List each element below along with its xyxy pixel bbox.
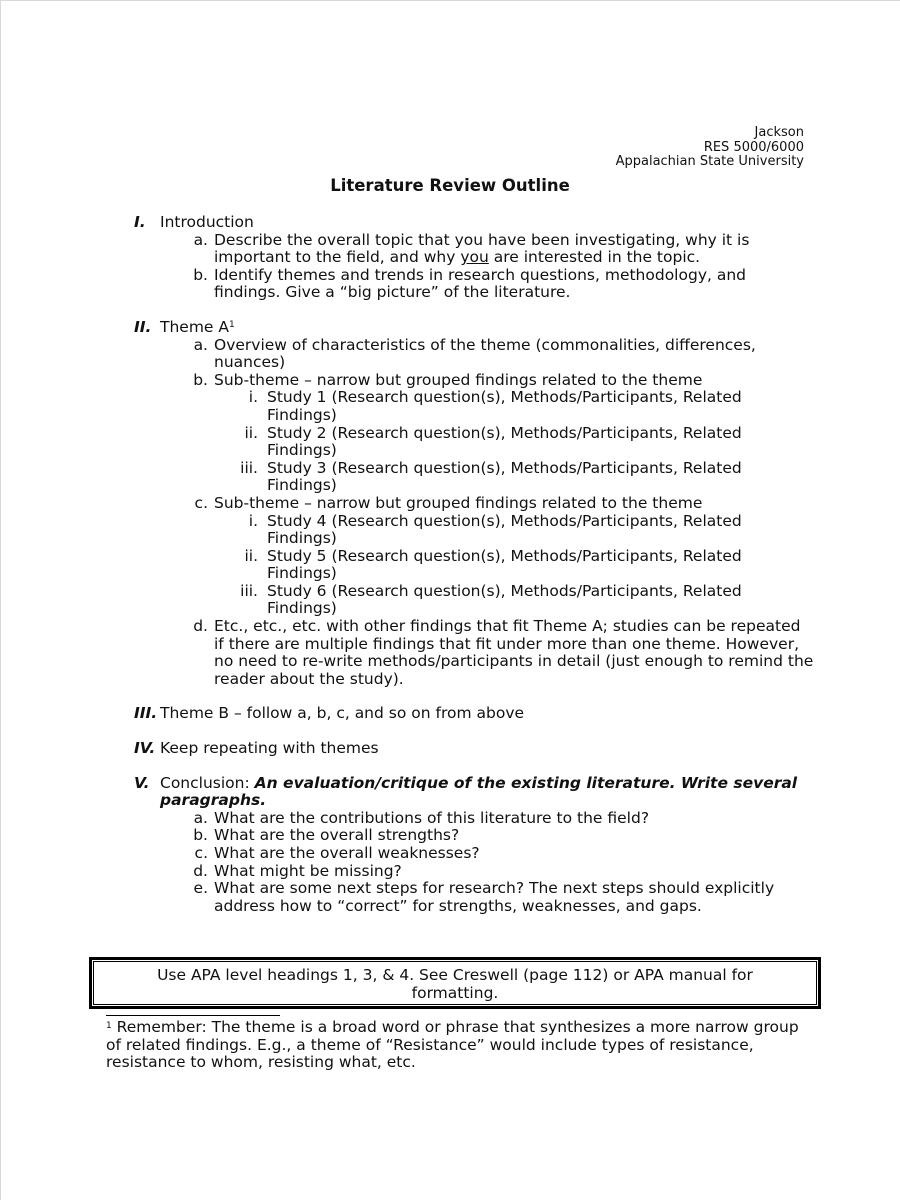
list-marker: d. <box>193 861 208 880</box>
section-number: V. <box>134 773 150 792</box>
outline <box>134 214 814 915</box>
list-item <box>134 810 814 828</box>
list-marker: b. <box>193 370 208 389</box>
footnote-text: Remember: The theme is a broad word or phrase that synthesizes a more narrow group of related findings. E.g., a theme of “Resistance” would include types of resistance, resistance to whom, resisting what, etc. <box>106 1018 799 1072</box>
study-text: Study 5 (Research question(s), Methods/Participants, Related Findings) <box>267 546 742 583</box>
list-marker: b. <box>193 826 208 845</box>
apa-note-text: Use APA level headings 1, 3, & 4. See Creswell (page 112) or APA manual for formatting. <box>93 961 817 1005</box>
page-edge-top <box>0 0 900 1</box>
study-item <box>134 389 814 424</box>
list-item-text: Identify themes and trends in research questions, methodology, and findings. Give a “big picture” of the literature. <box>214 265 747 302</box>
list-marker: ii. <box>244 546 258 565</box>
list-item-text: Sub-theme – narrow but grouped findings related to the theme <box>214 493 703 512</box>
list-item-text: Describe the overall topic that you have been investigating, why it is important to the field, and why <box>214 230 750 267</box>
study-item <box>134 513 814 548</box>
study-item <box>134 548 814 583</box>
list-marker: iii. <box>240 458 258 477</box>
study-text: Study 3 (Research question(s), Methods/Participants, Related Findings) <box>267 458 742 495</box>
introduction-list <box>134 232 814 302</box>
section-heading-introduction <box>134 214 814 232</box>
study-item <box>134 583 814 618</box>
study-text: Study 4 (Research question(s), Methods/Participants, Related Findings) <box>267 511 742 548</box>
study-item <box>134 460 814 495</box>
list-marker: i. <box>248 511 258 530</box>
list-item-text: What are some next steps for research? The next steps should explicitly address how to “correct” for strengths, weaknesses, and gaps. <box>214 879 775 915</box>
list-item <box>134 618 814 688</box>
list-marker: d. <box>193 617 208 636</box>
section-title: Theme B – follow a, b, c, and so on from above <box>160 704 525 723</box>
list-marker: ii. <box>244 423 258 442</box>
list-item-text: What are the contributions of this literature to the field? <box>214 808 650 827</box>
section-heading-theme-b <box>134 705 814 723</box>
list-marker: b. <box>193 265 208 284</box>
header-block <box>616 126 804 170</box>
conclusion-list <box>134 810 814 916</box>
apa-note-box <box>89 957 821 1009</box>
list-item <box>134 372 814 495</box>
section-title: Conclusion: <box>160 773 255 792</box>
document-title: Literature Review Outline <box>330 176 570 195</box>
list-marker: a. <box>193 808 208 827</box>
study-item <box>134 425 814 460</box>
footnote <box>106 1019 806 1072</box>
section-heading-conclusion <box>134 775 814 810</box>
section-number: II. <box>134 317 152 336</box>
course-code: RES 5000/6000 <box>703 139 804 155</box>
theme-a-list <box>134 337 814 689</box>
conclusion-emphasis: An evaluation/critique of the existing literature. Write several paragraphs. <box>160 773 798 810</box>
list-item <box>134 232 814 267</box>
author-name: Jackson <box>754 125 804 140</box>
list-item <box>134 880 814 915</box>
list-marker: iii. <box>240 581 258 600</box>
section-heading-theme-a <box>134 319 814 337</box>
footnote-reference: 1 <box>229 319 235 330</box>
section-title: Keep repeating with themes <box>160 739 379 758</box>
list-item-text: Sub-theme – narrow but grouped findings related to the theme <box>214 370 703 389</box>
list-item-text: Etc., etc., etc. with other findings that fit Theme A; studies can be repeated if there are multiple findings that fit under more than one theme. However, no need to re-write methods/participants in detail (just enough to remind the reader about the study). <box>214 617 814 688</box>
section-heading-repeat <box>134 740 814 758</box>
list-marker: i. <box>248 388 258 407</box>
study-text: Study 2 (Research question(s), Methods/Participants, Related Findings) <box>267 423 742 460</box>
footnote-separator <box>106 1015 280 1016</box>
list-marker: c. <box>194 493 208 512</box>
section-number: III. <box>134 704 158 723</box>
list-item <box>134 337 814 372</box>
list-item <box>134 845 814 863</box>
university-name: Appalachian State University <box>615 154 804 169</box>
section-number: I. <box>134 213 146 231</box>
list-marker: c. <box>194 844 208 862</box>
list-marker: a. <box>193 230 208 249</box>
list-marker: e. <box>193 879 208 898</box>
list-marker: a. <box>193 335 208 354</box>
list-item-text: What are the overall weaknesses? <box>214 844 480 862</box>
section-title: Theme A <box>160 317 229 336</box>
list-item-text: What might be missing? <box>214 861 402 880</box>
study-text: Study 1 (Research question(s), Methods/Participants, Related Findings) <box>267 388 742 424</box>
underlined-word: you <box>460 248 489 267</box>
section-number: IV. <box>134 739 156 758</box>
section-title: Introduction <box>160 213 254 231</box>
list-item <box>134 495 814 618</box>
list-item <box>134 863 814 881</box>
list-item <box>134 827 814 845</box>
footnote-marker: 1 <box>106 1021 112 1031</box>
study-text: Study 6 (Research question(s), Methods/Participants, Related Findings) <box>267 581 742 618</box>
list-item-text: What are the overall strengths? <box>214 826 460 845</box>
list-item <box>134 267 814 302</box>
list-item-text: Overview of characteristics of the theme (commonalities, differences, nuances) <box>214 335 756 372</box>
list-item-text: are interested in the topic. <box>488 248 701 267</box>
